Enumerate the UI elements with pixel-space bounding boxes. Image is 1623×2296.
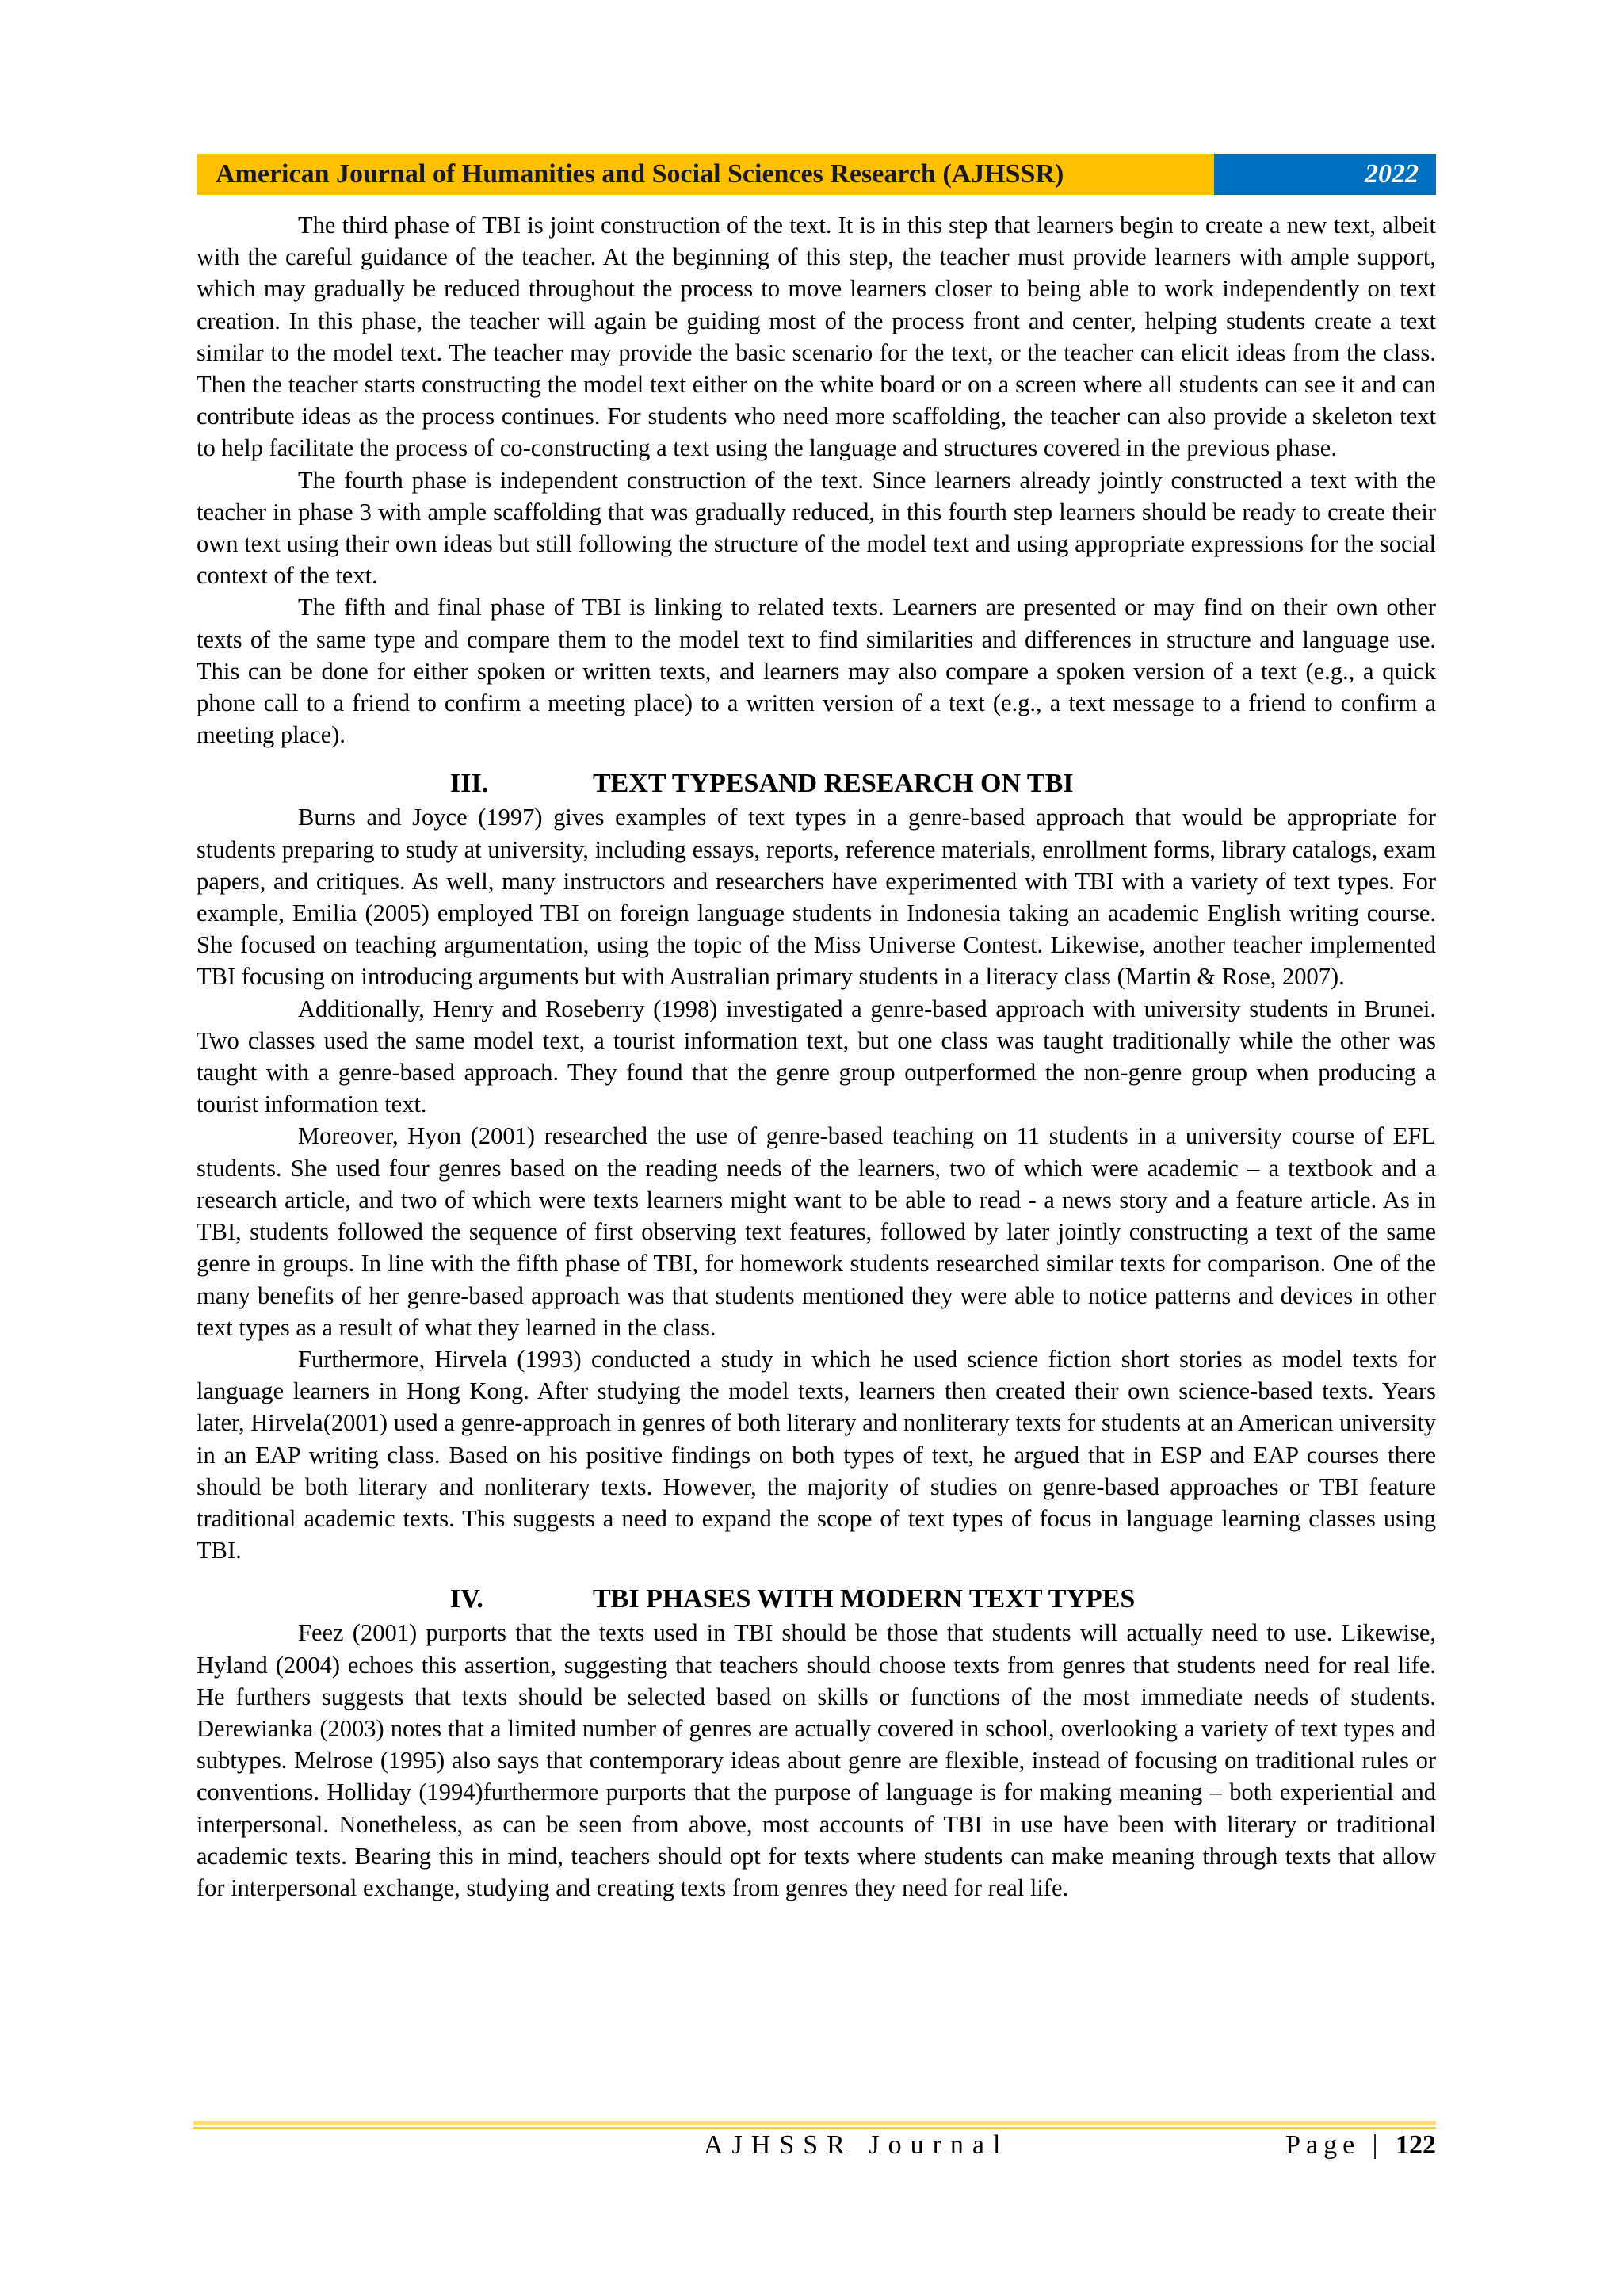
page-number: 122: [1396, 2130, 1436, 2160]
paragraph: Furthermore, Hirvela (1993) conducted a study in which he used science fiction short stories as model texts for language learners in Hong Kong. After studying the model texts, learners then created their own science-based texts. Years later, Hirvela(2001) used a genre-approach in genres of both literary and nonliterary texts for students at an American university in an EAP writing class. Based on his positive findings on both types of text, he argued that in ESP and EAP courses there should be both literary and nonliterary texts. However, the majority of studies on genre-based approaches or TBI feature traditional academic texts. This suggests a need to expand the scope of text types of focus in language learning classes using TBI.: [197, 1345, 1436, 1564]
paragraph: Additionally, Henry and Roseberry (1998) investigated a genre-based approach with university students in Brunei. Two classes used the same model text, a tourist information text, but one class was taught traditionally while the other was taught with a genre-based approach. They found that the genre group outperformed the non-genre group when producing a tourist information text.: [197, 995, 1436, 1118]
section-title: TEXT TYPESAND RESEARCH ON TBI: [593, 769, 1074, 799]
paragraph: The fourth phase is independent construction of the text. Since learners already jointly constructed a text with the teacher in phase 3 with ample scaffolding that was gradually reduced, in this fourth step learners should be ready to create their own text using their own ideas but still following the structure of the model text and using appropriate expressions for the social context of the text.: [197, 466, 1436, 590]
page-label: Page |: [1285, 2130, 1384, 2160]
section-number: IV.: [450, 1584, 483, 1614]
paragraph: Feez (2001) purports that the texts used in TBI should be those that students will actually need to use. Likewise, Hyland (2004) echoes this assertion, suggesting that teachers should choose texts from genres that students need for real life. He furthers suggests that texts should be selected based on skills or functions of the most immediate needs of students. Derewianka (2003) notes that a limited number of genres are actually covered in school, overlooking a variety of text types and subtypes. Melrose (1995) also says that contemporary ideas about genre are flexible, instead of focusing on traditional rules or conventions. Holliday (1994)furthermore purports that the purpose of language is for making meaning – both experiential and interpersonal. Nonetheless, as can be seen from above, most accounts of TBI in use have been with literary or traditional academic texts. Bearing this in mind, teachers should opt for texts where students can make meaning through texts that allow for interpersonal exchange, studying and creating texts from genres they need for real life.: [197, 1619, 1436, 1901]
paragraph: Burns and Joyce (1997) gives examples of text types in a genre-based approach that would be appropriate for students preparing to study at university, including essays, reports, reference materials, enrollment forms, library catalogs, exam papers, and critiques. As well, many instructors and researchers have experimented with TBI with a variety of text types. For example, Emilia (2005) employed TBI on foreign language students in Indonesia taking an academic English writing course. She focused on teaching argumentation, using the topic of the Miss Universe Contest. Likewise, another teacher implemented TBI focusing on introducing arguments but with Australian primary students in a literacy class (Martin & Rose, 2007).: [197, 804, 1436, 991]
journal-header: [197, 154, 1436, 195]
footer-divider-thin: [193, 2127, 1436, 2129]
header-title-band: [197, 154, 1214, 195]
footer-journal-name: AJHSSR Journal: [704, 2130, 1010, 2160]
article-body: [197, 209, 1436, 1904]
paragraph: The fifth and final phase of TBI is linking to related texts. Learners are presented or may find on their own other texts of the same type and compare them to the model text to find similarities and differences in structure and language use. This can be done for either spoken or written texts, and learners may also compare a spoken version of a text (e.g., a quick phone call to a friend to confirm a meeting place) to a written version of a text (e.g., a text message to a friend to confirm a meeting place).: [197, 594, 1436, 749]
section-heading: [197, 1582, 1436, 1617]
footer-page-number: [1285, 2130, 1436, 2160]
paragraph: The third phase of TBI is joint construction of the text. It is in this step that learners begin to create a new text, albeit with the careful guidance of the teacher. At the beginning of this step, the teacher must provide learners with ample support, which may gradually be reduced throughout the process to move learners closer to being able to work independently on text creation. In this phase, the teacher will again be guiding most of the process front and center, helping students create a text similar to the model text. The teacher may provide the basic scenario for the text, or the teacher can elicit ideas from the class. Then the teacher starts constructing the model text either on the white board or on a screen where all students can see it and can contribute ideas as the process continues. For students who need more scaffolding, the teacher can also provide a skeleton text to help facilitate the process of co-constructing a text using the language and structures covered in the previous phase.: [197, 212, 1436, 462]
journal-year: 2022: [1365, 159, 1419, 189]
header-year-band: [1214, 154, 1436, 195]
section-heading: [197, 766, 1436, 801]
page-footer: [197, 2130, 1436, 2167]
section-title: TBI PHASES WITH MODERN TEXT TYPES: [593, 1584, 1136, 1614]
journal-title: American Journal of Humanities and Social Sciences Research (AJHSSR): [216, 159, 1064, 189]
section-number: III.: [450, 769, 489, 799]
paragraph: Moreover, Hyon (2001) researched the use of genre-based teaching on 11 students in a university course of EFL students. She used four genres based on the reading needs of the learners, two of which were academic – a textbook and a research article, and two of which were texts learners might want to be able to read - a news story and a feature article. As in TBI, students followed the sequence of first observing text features, followed by later jointly constructing a text of the same genre in groups. In line with the fifth phase of TBI, for homework students researched similar texts for comparison. One of the many benefits of her genre-based approach was that students mentioned they were able to notice patterns and devices in other text types as a result of what they learned in the class.: [197, 1122, 1436, 1341]
footer-divider: [193, 2121, 1436, 2125]
